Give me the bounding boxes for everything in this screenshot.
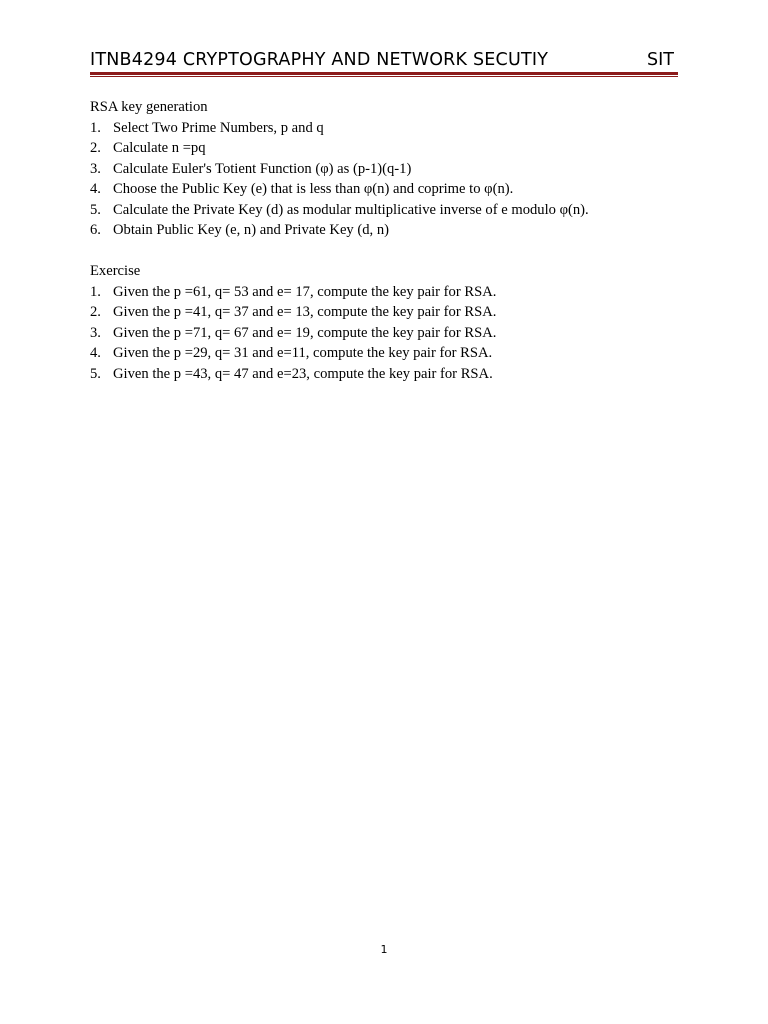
header-rule-thick — [90, 72, 678, 75]
list-text: Select Two Prime Numbers, p and q — [113, 119, 324, 136]
header-rule-thin — [90, 76, 678, 77]
document-body — [90, 97, 690, 384]
list-number: 4. — [90, 181, 101, 197]
list-text: Choose the Public Key (e) that is less than φ(n) and coprime to φ(n). — [113, 181, 514, 197]
list-number: 6. — [90, 222, 101, 238]
list-item — [90, 159, 690, 180]
list-text: Given the p =41, q= 37 and e= 13, compute the key pair for RSA. — [113, 304, 497, 320]
exercise-list — [90, 282, 690, 385]
list-number: 2. — [90, 304, 101, 320]
list-item — [90, 200, 690, 221]
list-number: 3. — [90, 160, 101, 177]
course-title: ITNB4294 CRYPTOGRAPHY AND NETWORK SECUTIY — [90, 50, 549, 70]
list-item — [90, 282, 690, 303]
list-item — [90, 364, 690, 385]
rsa-section-heading: RSA key generation — [90, 99, 208, 115]
section-spacer — [90, 241, 690, 262]
list-item — [90, 138, 690, 159]
list-number: 1. — [90, 119, 101, 136]
list-item — [90, 179, 690, 200]
list-text: Given the p =71, q= 67 and e= 19, compute the key pair for RSA. — [113, 324, 497, 341]
list-text: Given the p =29, q= 31 and e=11, compute the key pair for RSA. — [113, 345, 493, 361]
list-text: Calculate the Private Key (d) as modular multiplicative inverse of e modulo φ(n). — [113, 201, 589, 218]
list-text: Obtain Public Key (e, n) and Private Key (d, n) — [113, 222, 389, 238]
list-text: Calculate Euler's Totient Function (φ) as (p-1)(q-1) — [113, 160, 412, 177]
list-number: 5. — [90, 365, 101, 382]
list-number: 4. — [90, 345, 101, 361]
list-text: Given the p =43, q= 47 and e=23, compute the key pair for RSA. — [113, 365, 493, 382]
list-item — [90, 302, 690, 323]
list-text: Given the p =61, q= 53 and e= 17, compute the key pair for RSA. — [113, 283, 497, 300]
exercise-section-heading: Exercise — [90, 263, 141, 279]
page-header — [90, 48, 678, 74]
list-item — [90, 118, 690, 139]
list-number: 3. — [90, 324, 101, 341]
list-item — [90, 343, 690, 364]
page-number: 1 — [380, 943, 388, 956]
list-number: 5. — [90, 201, 101, 218]
list-item — [90, 323, 690, 344]
list-text: Calculate n =pq — [113, 140, 206, 156]
rsa-steps-list — [90, 118, 690, 241]
list-item — [90, 220, 690, 241]
list-number: 1. — [90, 283, 101, 300]
institution-label: SIT — [647, 50, 674, 70]
list-number: 2. — [90, 140, 101, 156]
